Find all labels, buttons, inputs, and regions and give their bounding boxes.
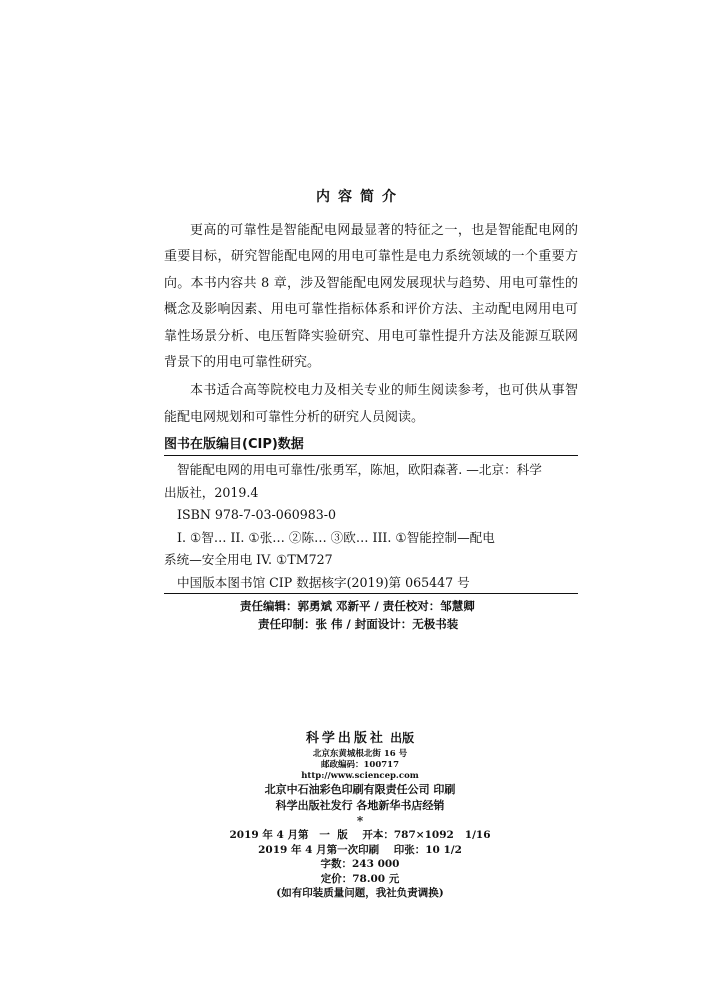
summary-paragraph-2: 本书适合高等院校电力及相关专业的师生阅读参考，也可供从事智能配电网规划和可靠性分析的研究人员阅读。: [164, 383, 578, 425]
separator-star: *: [356, 814, 364, 828]
word-count: 字数：243 000: [320, 858, 400, 870]
publisher-name: 科学出版社: [305, 731, 386, 746]
cip-line-3: ISBN 978-7-03-060983-0: [177, 507, 337, 522]
cip-data-block: [164, 459, 578, 594]
cip-line-2: 出版社，2019.4: [164, 484, 259, 500]
credits-block: [0, 597, 720, 633]
summary-section: [164, 218, 578, 431]
printing-line: 2019 年 4 月第一次印刷 印张：10 1/2: [258, 843, 462, 856]
credits-line-2: 责任印制：张 伟 / 封面设计：无极书装: [258, 617, 459, 631]
imprint-block: [0, 728, 720, 901]
cip-line-5: 系统—安全用电 IV. ①TM727: [164, 552, 333, 567]
summary-paragraph-1: 更高的可靠性是智能配电网最显著的特征之一，也是智能配电网的重要目标，研究智能配电网的用电可靠性是电力系统领域的一个重要方向。本书内容共 8 章，涉及智能配电网发展现状与趋势、用电可靠性的概念及影响因素、用电可靠性指标体系和评价方法、主动配电网用电可靠性场景分析、电压暂降实验研究、用电可靠性提升方法及能源互联网背景下的用电可靠性研究。: [164, 223, 578, 371]
cip-line-1: 智能配电网的用电可靠性/张勇军，陈旭，欧阳森著. —北京：科学: [177, 462, 542, 477]
publisher-address: 北京东黄城根北街 16 号: [312, 749, 408, 759]
cip-heading: 图书在版编目(CIP)数据: [164, 437, 304, 452]
publisher-website: http://www.sciencep.com: [301, 771, 419, 781]
printer-line: 北京中石油彩色印刷有限责任公司 印刷: [264, 783, 456, 796]
credits-line-1: 责任编辑：郭勇斌 邓新平 / 责任校对：邹慧卿: [240, 599, 475, 613]
summary-title: 内容简介: [316, 189, 404, 205]
cip-line-4: I. ①智… II. ①张… ②陈… ③欧… III. ①智能控制—配电: [177, 529, 495, 545]
cip-bottom-rule: [164, 593, 578, 594]
publisher-suffix: 出版: [390, 731, 415, 745]
cip-line-6: 中国版本图书馆 CIP 数据核字(2019)第 065447 号: [177, 574, 470, 590]
publisher-postcode: 邮政编码：100717: [321, 760, 399, 770]
quality-notice: (如有印装质量问题，我社负责调换): [276, 887, 444, 899]
price: 定价：78.00 元: [320, 872, 400, 885]
edition-line: 2019 年 4 月第 一 版 开本：787×1092 1/16: [229, 829, 491, 841]
distribution-line: 科学出版社发行 各地新华书店经销: [275, 799, 445, 812]
publisher-line: [0, 728, 720, 749]
cip-top-rule: [164, 455, 578, 456]
